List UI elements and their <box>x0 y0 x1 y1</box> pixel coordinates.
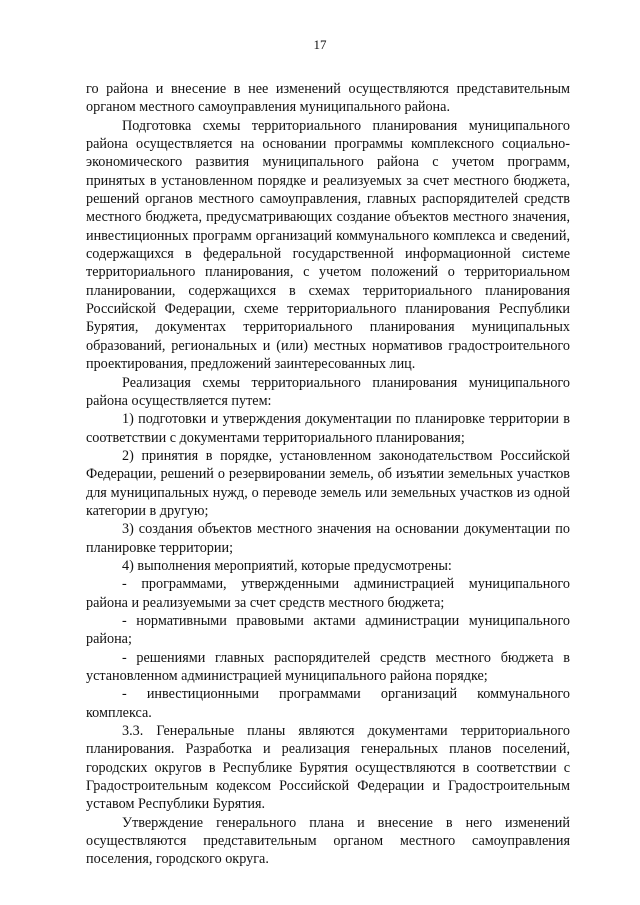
list-item: 4) выполнения мероприятий, которые предусмотрены: <box>122 557 452 574</box>
section-paragraph: 3.3. Генеральные планы являются документами территориального планирования. Разработка и реализация генеральных планов поселений, городских округов в Республике Бурятия осуществляются в соответствии с Градостроительным кодексом Российской Федерации и Градостроительным уставом Республики Бурятия. <box>86 723 570 813</box>
sub-list-item: - программами, утвержденными администрацией муниципального района и реализуемыми за счет средств местного бюджета; <box>86 576 570 611</box>
sub-list-item: - нормативными правовыми актами администрации муниципального района; <box>86 612 570 648</box>
sub-list-item: - инвестиционными программами организаций коммунального комплекса. <box>86 686 570 721</box>
list-item: 2) принятия в порядке, установленном законодательством Российской Федерации, решений о резервировании земель, об изъятии земельных участков для муниципальных нужд, о переводе земель или земельных участков из одной категории в другую; <box>86 447 570 519</box>
paragraph: Утверждение генерального плана и внесение в него изменений осуществляются представительным органом местного самоуправления поселения, городского округа. <box>86 814 570 868</box>
list-item: 3) создания объектов местного значения на основании документации по планировке территории; <box>86 521 570 556</box>
list-item: 1) подготовки и утверждения документации по планировке территории в соответствии с документами территориального планирования; <box>86 411 570 446</box>
paragraph: го района и внесение в нее изменений осуществляются представительным органом местного самоуправления муниципального района. <box>86 81 570 116</box>
paragraph: Реализация схемы территориального планирования муниципального района осуществляется путем: <box>86 374 570 409</box>
sub-list-item: - решениями главных распорядителей средств местного бюджета в установленном администрацией муниципального района порядке; <box>86 649 570 684</box>
document-body <box>86 80 570 869</box>
page-number: 17 <box>313 37 327 52</box>
paragraph: Подготовка схемы территориального планирования муниципального района осуществляется на основании программы комплексного социально-экономического развития муниципального района с учетом программ, принятых в установленном порядке и реализуемых за счет местного бюджета, решений органов местного самоуправления, главных распорядителей средств местного бюджета, предусматривающих создание объектов местного значения, инвестиционных программ организаций коммунального комплекса и сведений, содержащихся в федеральной государственной информационной системе территориального планирования, с учетом положений о территориальном планировании, содержащихся в схемах территориального планирования Российской Федерации, схеме территориального планирования Республики Бурятия, документах территориального планирования муниципальных образований, региональных и (или) местных нормативов градостроительного проектирования, предложений заинтересованных лиц. <box>86 117 570 373</box>
